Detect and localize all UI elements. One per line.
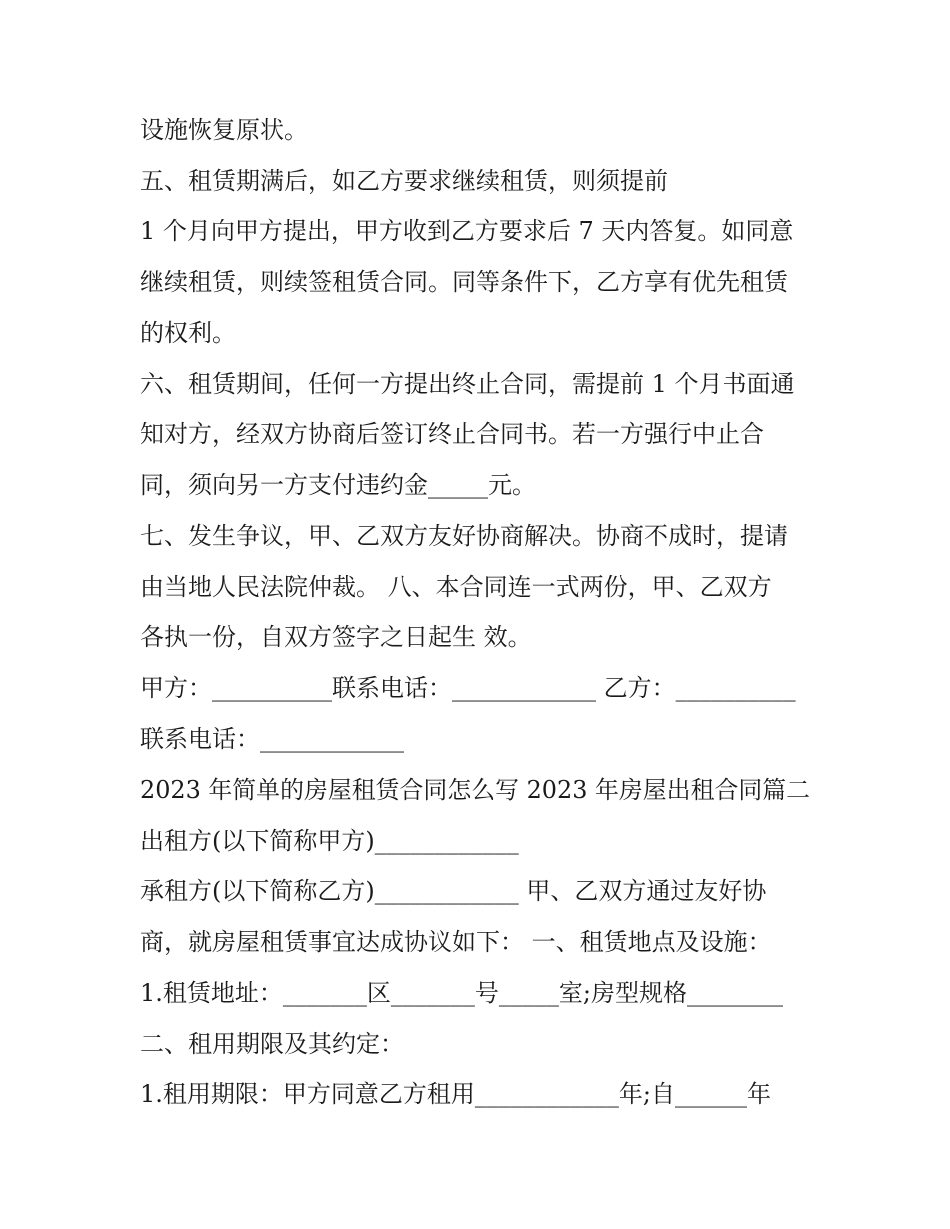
text-line-18: 1.租赁地址：_______区_______号_____室;房型规格________ [140, 979, 783, 1007]
text-line-11: 各执一份，自双方签字之日起生 效。 [140, 623, 532, 651]
text-line-16: 承租方(以下简称乙方)____________ 甲、乙双方通过友好协 [140, 877, 767, 905]
text-line-10: 由当地人民法院仲裁。 八、本合同连一式两份，甲、乙双方 [140, 573, 772, 601]
text-line-19: 二、租用期限及其约定： [140, 1030, 404, 1058]
text-line-3: 1 个月向甲方提出，甲方收到乙方要求后 7 天内答复。如同意 [140, 217, 794, 245]
text-line-5: 的权利。 [140, 319, 236, 347]
text-line-13: 联系电话：____________ [140, 725, 404, 753]
text-line-6: 六、租赁期间，任何一方提出终止合同，需提前 1 个月书面通 [140, 370, 795, 398]
text-line-20: 1.租用期限：甲方同意乙方租用____________年;自______年 [140, 1080, 771, 1108]
text-line-2: 五、租赁期满后，如乙方要求继续租赁，则须提前 [140, 167, 668, 195]
text-line-14: 2023 年简单的房屋租赁合同怎么写 2023 年房屋出租合同篇二 [140, 776, 811, 804]
text-line-12: 甲方：__________联系电话：____________ 乙方：__________ [140, 674, 796, 702]
text-line-4: 继续租赁，则续签租赁合同。同等条件下，乙方享有优先租赁 [140, 268, 788, 296]
text-line-7: 知对方，经双方协商后签订终止合同书。若一方强行中止合 [140, 420, 764, 448]
text-line-15: 出租方(以下简称甲方)____________ [140, 827, 519, 855]
text-line-8: 同，须向另一方支付违约金_____元。 [140, 471, 536, 499]
text-line-17: 商，就房屋租赁事宜达成协议如下： 一、租赁地点及设施： [140, 928, 772, 956]
text-line-9: 七、发生争议，甲、乙双方友好协商解决。协商不成时，提请 [140, 522, 788, 550]
text-line-1: 设施恢复原状。 [140, 116, 308, 144]
